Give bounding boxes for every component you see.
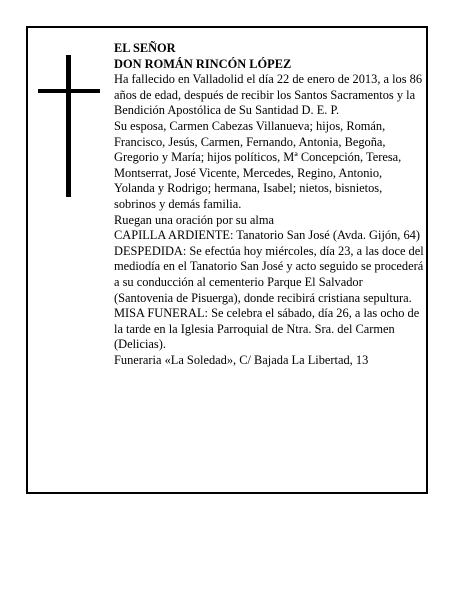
chapel-info: CAPILLA ARDIENTE: Tanatorio San José (Avda. Gijón, 64)	[114, 228, 420, 243]
obituary-text	[114, 41, 424, 368]
deceased-name: DON ROMÁN RINCÓN LÓPEZ	[114, 56, 292, 71]
farewell-info: DESPEDIDA: Se efectúa hoy miércoles, día 23, a las doce del mediodía en el Tanatorio San José y acto seguido se procederá a su conducción al cementerio Parque El Salvador (Santovenia de Pisuerga), donde recibirá cristiana sepultura.	[114, 243, 424, 305]
death-announcement: Ha fallecido en Valladolid el día 22 de enero de 2013, a los 86 años de edad, después de recibir los Santos Sacramentos y la Bendición Apostólica de Su Santidad D. E. P.	[114, 72, 423, 118]
funeral-mass-info: MISA FUNERAL: Se celebra el sábado, día 26, a las ocho de la tarde en la Iglesia Parroquial de Ntra. Sra. del Carmen (Delicias).	[114, 306, 420, 352]
prayer-request: Ruegan una oración por su alma	[114, 212, 274, 227]
cross-icon	[38, 55, 100, 197]
obituary-notice	[26, 26, 428, 494]
funeral-home-info: Funeraria «La Soledad», C/ Bajada La Libertad, 13	[114, 352, 369, 367]
cross-horizontal-bar	[38, 89, 100, 93]
heading-title: EL SEÑOR	[114, 41, 176, 55]
cross-vertical-bar	[66, 55, 71, 197]
family-members: Su esposa, Carmen Cabezas Villanueva; hijos, Román, Francisco, Jesús, Carmen, Fernando, Antonia, Begoña, Gregorio y María; hijos políticos, Mª Concepción, Teresa, Montserrat, José Vicente, Mercedes, Regino, Antonio, Yolanda y Rodrigo; hermana, Isabel; nietos, bisnietos, sobrinos y demás familia.	[114, 118, 402, 211]
